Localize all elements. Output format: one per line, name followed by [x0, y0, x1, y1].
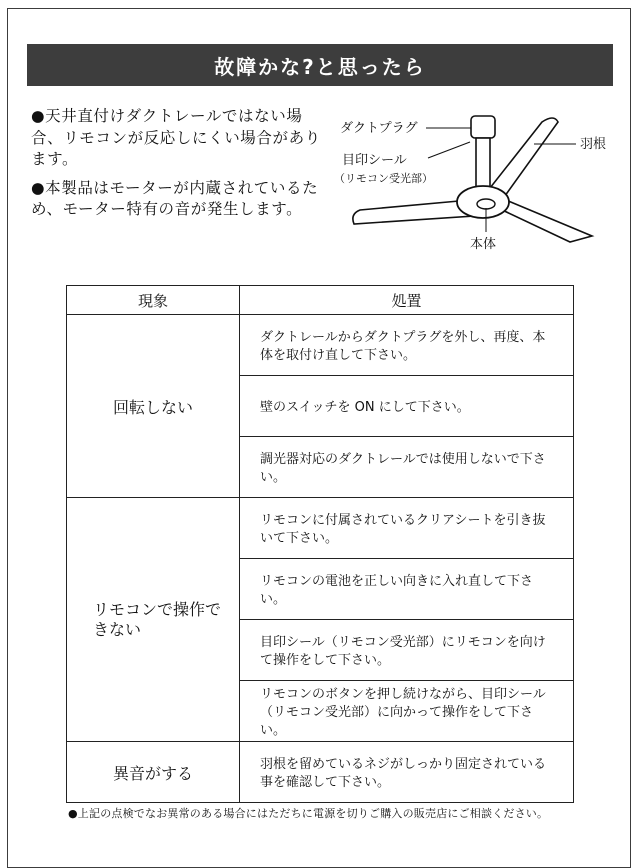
- notes-section: [31, 106, 321, 228]
- note-remote-response: ●天井直付けダクトレールではない場合、リモコンが反応しにくい場合があります。: [31, 107, 321, 168]
- header-symptom: 現象: [67, 286, 240, 315]
- label-blade: 羽根: [580, 137, 607, 152]
- label-body: 本体: [470, 237, 497, 252]
- label-receiver: （リモコン受光部）: [334, 172, 433, 185]
- receiver-window-shape: [477, 199, 495, 209]
- action-cell: 壁のスイッチを ON にして下さい。: [240, 376, 574, 437]
- footnote: ●上記の点検でなお異常のある場合にはただちに電源を切りご購入の販売店にご相談ください。: [68, 807, 549, 820]
- action-cell: リモコンのボタンを押し続けながら、目印シール（リモコン受光部）に向かって操作をして下さい。: [240, 681, 574, 742]
- table-row: [67, 742, 574, 803]
- action-cell: 羽根を留めているネジがしっかり固定されている事を確認して下さい。: [240, 742, 574, 803]
- troubleshooting-table: [66, 285, 574, 803]
- table-header-row: [67, 286, 574, 315]
- downrod-shape: [476, 138, 490, 188]
- action-cell: 目印シール（リモコン受光部）にリモコンを向けて操作をして下さい。: [240, 620, 574, 681]
- action-cell: リモコンの電池を正しい向きに入れ直して下さい。: [240, 559, 574, 620]
- symptom-cell: 回転しない: [67, 315, 240, 498]
- page-title: 故障かな?と思ったら: [27, 44, 613, 86]
- action-cell: 調光器対応のダクトレールでは使用しないで下さい。: [240, 437, 574, 498]
- duct-plug-shape: [471, 116, 495, 138]
- leader-mark-seal: [428, 142, 470, 158]
- label-mark-seal: 目印シール: [342, 153, 407, 168]
- header-action: 処置: [240, 286, 574, 315]
- table-row: [67, 315, 574, 376]
- fan-diagram: [330, 100, 630, 270]
- blade-right: [498, 200, 592, 242]
- symptom-cell: 異音がする: [67, 742, 240, 803]
- action-cell: ダクトレールからダクトプラグを外し、再度、本体を取付け直して下さい。: [240, 315, 574, 376]
- blade-left: [353, 200, 474, 224]
- symptom-cell: リモコンで操作できない: [67, 498, 240, 742]
- note-motor-noise: ●本製品はモーターが内蔵されているため、モーター特有の音が発生します。: [31, 178, 319, 218]
- action-cell: リモコンに付属されているクリアシートを引き抜いて下さい。: [240, 498, 574, 559]
- table-row: [67, 498, 574, 559]
- label-duct-plug: ダクトプラグ: [340, 121, 418, 136]
- blade-upper: [490, 118, 558, 200]
